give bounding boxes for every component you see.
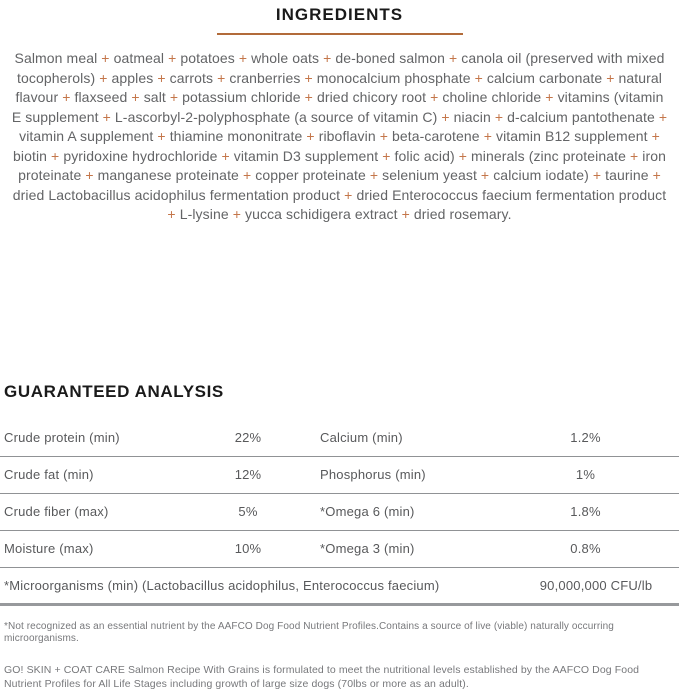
nutrient-value: 5%	[238, 504, 258, 519]
plus-separator: +	[300, 89, 317, 105]
plus-separator: +	[167, 206, 180, 222]
ingredients-text: Salmon meal + oatmeal + potatoes + whole oats + de-boned salmon + canola oil (preserved with mixed tocopherols) + apples + carrots + cranberries + monocalcium phosphate + calcium carbonate + natural flavour + flaxseed + salt + potassium chloride + dried chicory root + choline chloride + vitamins (vitamin E supplement + L-ascorbyl-2-polyphosphate (a source of vitamin C) + niacin + d-calcium pantothenate + vitamin A supplement + thiamine mononitrate + riboflavin + beta-carotene + vitamin B12 supplement + biotin + pyridoxine hydrochloride + vitamin D3 supplement + folic acid) + minerals (zinc proteinate + iron proteinate + manganese proteinate + copper proteinate + selenium yeast + calcium iodate) + taurine + dried Lactobacillus acidophilus fermentation product + dried Enterococcus faecium fermentation product + L-lysine + yucca schidigera extract + dried rosemary.	[11, 50, 668, 222]
plus-separator: +	[378, 147, 395, 164]
guaranteed-analysis-heading: GUARANTEED ANALYSIS	[4, 381, 224, 401]
plus-separator: +	[470, 69, 487, 86]
nutrient-value: 90,000,000 CFU/lb	[539, 577, 653, 593]
nutrient-value: 1.2%	[570, 430, 601, 445]
plus-separator: +	[602, 69, 619, 86]
plus-separator: +	[365, 167, 383, 183]
plus-separator: +	[454, 147, 471, 164]
plus-separator: +	[302, 128, 319, 144]
plus-separator: +	[648, 167, 661, 183]
table-row-microorganisms	[0, 568, 679, 606]
nutrient-value: 22%	[234, 430, 262, 445]
plus-separator: +	[437, 108, 454, 125]
plus-separator: +	[375, 128, 392, 144]
plus-separator: +	[228, 206, 245, 222]
plus-separator: +	[445, 50, 462, 66]
nutrient-label: Moisture (max)	[4, 541, 94, 556]
nutrient-label: Crude protein (min)	[4, 430, 120, 445]
plus-separator: +	[340, 186, 357, 203]
guaranteed-analysis-table	[0, 420, 679, 606]
nutrient-label: Crude fat (min)	[4, 467, 94, 482]
nutrient-value: 1%	[575, 467, 596, 482]
plus-separator: +	[541, 89, 558, 105]
plus-separator: +	[479, 128, 496, 144]
formulation-statement: GO! SKIN + COAT CARE Salmon Recipe With Grains is formulated to meet the nutritional levels established by the AAFCO Dog Food Nutrient Profiles for All Life Stages including growth of large size dogs (70lbs or more as an adult).	[4, 663, 640, 690]
table-row	[0, 420, 679, 457]
plus-separator: +	[98, 108, 115, 125]
nutrient-label: *Omega 3 (min)	[320, 541, 415, 556]
plus-separator: +	[647, 128, 660, 144]
table-row	[0, 531, 679, 568]
plus-separator: +	[58, 89, 75, 105]
plus-separator: +	[164, 50, 181, 66]
nutrient-label: *Microorganisms (min) (Lactobacillus acidophilus, Enterococcus faecium)	[4, 577, 440, 593]
plus-separator: +	[47, 147, 64, 164]
plus-separator: +	[490, 108, 508, 125]
plus-separator: +	[234, 50, 252, 66]
plus-separator: +	[476, 167, 494, 183]
nutrient-label: Crude fiber (max)	[4, 504, 109, 519]
plus-separator: +	[319, 50, 336, 66]
plus-separator: +	[238, 167, 256, 183]
plus-separator: +	[127, 89, 144, 105]
nutrient-value: 12%	[234, 467, 262, 482]
plus-separator: +	[153, 128, 170, 144]
nutrient-value: 0.8%	[570, 541, 601, 556]
plus-separator: +	[153, 69, 170, 86]
nutrient-label: *Omega 6 (min)	[320, 504, 415, 519]
plus-separator: +	[217, 147, 234, 164]
heading-accent-rule	[217, 33, 463, 35]
plus-separator: +	[426, 89, 443, 105]
plus-separator: +	[626, 147, 643, 164]
nutrient-value: 10%	[234, 541, 262, 556]
nutrient-label: Phosphorus (min)	[320, 467, 426, 482]
plus-separator: +	[95, 69, 112, 86]
nutrient-value: 1.8%	[570, 504, 601, 519]
plus-separator: +	[397, 206, 414, 222]
plus-separator: +	[81, 167, 98, 183]
nutrient-label: Calcium (min)	[320, 430, 403, 445]
ingredients-heading: INGREDIENTS	[275, 5, 404, 24]
table-row	[0, 494, 679, 531]
table-row	[0, 457, 679, 494]
plus-separator: +	[165, 89, 183, 105]
plus-separator: +	[213, 69, 230, 86]
plus-separator: +	[588, 167, 606, 183]
aafco-footnote: *Not recognized as an essential nutrient by the AAFCO Dog Food Nutrient Profiles.Contains a source of live (viable) naturally occurring microorganisms.	[4, 620, 614, 644]
plus-separator: +	[97, 50, 114, 66]
plus-separator: +	[654, 108, 668, 125]
plus-separator: +	[300, 69, 317, 86]
